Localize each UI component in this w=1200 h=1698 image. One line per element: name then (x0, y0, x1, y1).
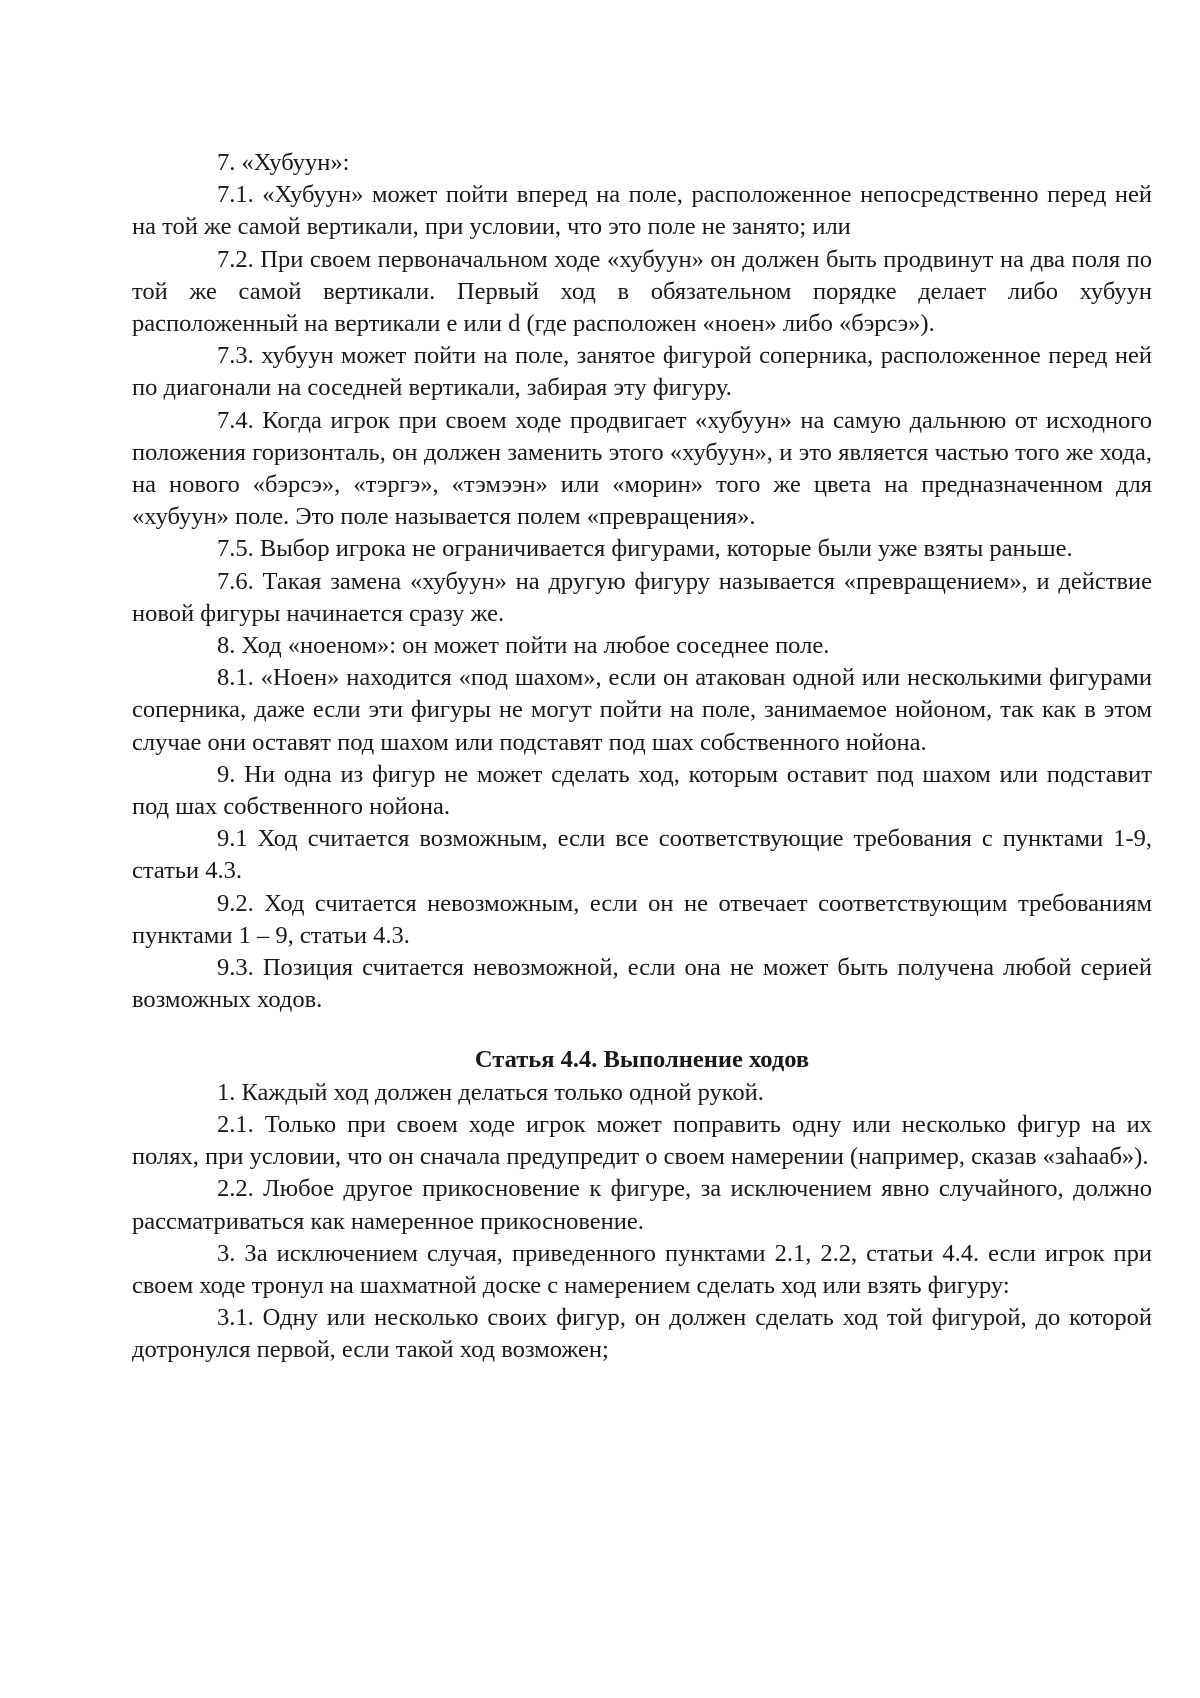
paragraph-4-4-3: 3. За исключением случая, приведенного пунктами 2.1, 2.2, статьи 4.4. если игрок при своем ходе тронул на шахматной доске с намерением сделать ход или взять фигуру: (132, 1239, 1152, 1299)
paragraph-8: 8. Ход «ноеном»: он может пойти на любое соседнее поле. (217, 632, 830, 660)
paragraph-4-4-1: 1. Каждый ход должен делаться только одной рукой. (217, 1078, 764, 1106)
paragraph-4-4-2-2: 2.2. Любое другое прикосновение к фигуре, за исключением явно случайного, должно рассматриваться как намеренное прикосновение. (132, 1175, 1152, 1235)
paragraph-7-1: 7.1. «Хубуун» может пойти вперед на поле, расположенное непосредственно перед ней на той же самой вертикали, при условии, что это поле не занято; или (132, 181, 1152, 241)
section-heading: Статья 4.4. Выполнение ходов (474, 1046, 810, 1074)
document-body (132, 147, 1152, 1367)
paragraph-4-4-3-1: 3.1. Одну или несколько своих фигур, он должен сделать ход той фигурой, до которой дотронулся первой, если такой ход возможен; (132, 1304, 1152, 1364)
paragraph-8-1: 8.1. «Ноен» находится «под шахом», если он атакован одной или несколькими фигурами соперника, даже если эти фигуры не могут пойти на поле, занимаемое нойоном, так как в этом случае они оставят под шахом или подставят под шах собственного нойона. (132, 664, 1152, 756)
paragraph-9: 9. Ни одна из фигур не может сделать ход, которым оставит под шахом или подставит под шах собственного нойона. (132, 760, 1152, 821)
paragraph-9-2: 9.2. Ход считается невозможным, если он не отвечает соответствующим требованиям пунктами 1 – 9, статьи 4.3. (132, 889, 1152, 949)
paragraph-9-1: 9.1 Ход считается возможным, если все соответствующие требования с пунктами 1-9, статьи 4.3. (132, 825, 1152, 885)
paragraph-7: 7. «Хубуун»: (217, 149, 350, 176)
paragraph-7-5: 7.5. Выбор игрока не ограничивается фигурами, которые были уже взяты раньше. (217, 535, 1073, 563)
paragraph-7-6: 7.6. Такая замена «хубуун» на другую фигуру называется «превращением», и действие новой фигуры начинается сразу же. (132, 567, 1152, 627)
paragraph-7-3: 7.3. хубуун может пойти на поле, занятое фигурой соперника, расположенное перед ней по диагонали на соседней вертикали, забирая эту фигуру. (132, 342, 1152, 402)
paragraph-9-3: 9.3. Позиция считается невозможной, если она не может быть получена любой серией возможных ходов. (132, 954, 1152, 1014)
paragraph-7-4: 7.4. Когда игрок при своем ходе продвигает «хубуун» на самую дальнюю от исходного положения горизонталь, он должен заменить этого «хубуун», и это является частью того же хода, на нового «бэрсэ», «тэргэ», «тэмээн» или «морин» того же цвета на предназначенном для «хубуун» поле. Это поле называется полем «превращения». (132, 406, 1152, 531)
paragraph-4-4-2-1: 2.1. Только при своем ходе игрок может поправить одну или несколько фигур на их полях, при условии, что он сначала предупредит о своем намерении (например, сказав «заhааб»). (132, 1110, 1152, 1171)
paragraph-7-2: 7.2. При своем первоначальном ходе «хубуун» он должен быть продвинут на два поля по той же самой вертикали. Первый ход в обязательном порядке делает либо хубуун расположенный на вертикали e или d (где расположен «ноен» либо «бэрсэ»). (132, 245, 1152, 338)
